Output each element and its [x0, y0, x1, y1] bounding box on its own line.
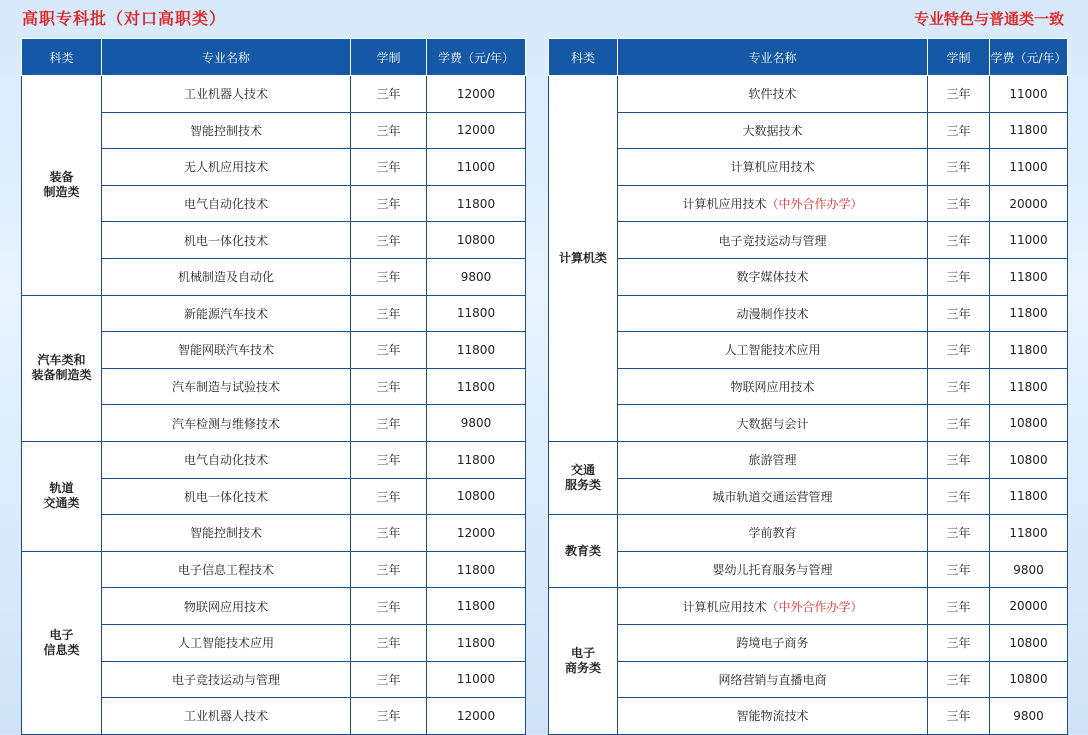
fee-cell: 12000: [427, 112, 526, 149]
major-name: 人工智能技术应用: [177, 636, 274, 651]
duration-cell: 三年: [928, 698, 990, 735]
duration-cell: 三年: [928, 551, 990, 588]
duration-cell: 三年: [351, 76, 427, 113]
category-label: 交通: [570, 463, 595, 478]
major-cell: [618, 76, 928, 113]
major-name: 计算机应用技术: [730, 160, 815, 175]
category-cell: [549, 515, 618, 588]
major-cell: [102, 588, 351, 625]
major-name: 物联网应用技术: [730, 380, 815, 395]
duration-cell: 三年: [928, 149, 990, 186]
category-label: 电子: [49, 627, 74, 642]
table-row: [549, 112, 1068, 149]
major-name: 机电一体化技术: [183, 233, 268, 248]
duration-cell: 三年: [351, 368, 427, 405]
category-label: 汽车类和: [37, 353, 86, 368]
page-subtitle: 专业特色与普通类一致: [913, 10, 1064, 28]
fee-cell: 10800: [990, 661, 1068, 698]
fee-cell: 9800: [427, 258, 526, 295]
fee-cell: 20000: [990, 185, 1068, 222]
duration-cell: 三年: [928, 515, 990, 552]
category-label: 轨道: [49, 481, 74, 496]
category-cell: [549, 588, 618, 734]
major-cell: [102, 624, 351, 661]
category-label: 装备制造类: [31, 368, 92, 383]
fee-cell: 11800: [990, 295, 1068, 332]
duration-cell: 三年: [351, 112, 427, 149]
major-name: 工业机器人技术: [183, 87, 268, 102]
major-name: 跨境电子商务: [736, 636, 809, 651]
table-row: [22, 551, 526, 588]
duration-cell: 三年: [351, 222, 427, 259]
major-cell: [618, 368, 928, 405]
fee-cell: 11000: [427, 661, 526, 698]
major-cell: [618, 624, 928, 661]
major-cell: [102, 478, 351, 515]
fee-cell: 11800: [427, 185, 526, 222]
duration-cell: 三年: [928, 368, 990, 405]
major-cell: [618, 149, 928, 186]
major-cell: [102, 441, 351, 478]
duration-cell: 三年: [351, 149, 427, 186]
major-name: 智能控制技术: [189, 123, 262, 138]
major-cell: [618, 441, 928, 478]
category-cell: [22, 441, 102, 551]
duration-cell: 三年: [928, 332, 990, 369]
category-cell: [22, 76, 102, 296]
major-name: 人工智能技术应用: [724, 343, 821, 358]
major-cell: [102, 332, 351, 369]
duration-cell: 三年: [928, 258, 990, 295]
major-cell: [618, 222, 928, 259]
column-header-major: 专业名称: [618, 39, 928, 76]
program-note: （中外合作办学）: [766, 599, 863, 614]
major-cell: [618, 332, 928, 369]
duration-cell: 三年: [351, 478, 427, 515]
major-name: 软件技术: [748, 87, 797, 102]
fee-cell: 10800: [990, 441, 1068, 478]
duration-cell: 三年: [928, 441, 990, 478]
table-row: [549, 258, 1068, 295]
fee-cell: 9800: [990, 551, 1068, 588]
major-cell: [618, 698, 928, 735]
fee-cell: 11800: [427, 368, 526, 405]
fee-cell: 12000: [427, 76, 526, 113]
major-name: 婴幼儿托育服务与管理: [712, 563, 833, 578]
major-cell: [618, 258, 928, 295]
major-name: 工业机器人技术: [183, 709, 268, 724]
duration-cell: 三年: [928, 405, 990, 442]
major-cell: [618, 295, 928, 332]
table-row: [549, 149, 1068, 186]
major-cell: [102, 405, 351, 442]
duration-cell: 三年: [351, 624, 427, 661]
fee-cell: 11800: [427, 624, 526, 661]
table-row: [549, 478, 1068, 515]
major-cell: [618, 478, 928, 515]
major-cell: [618, 112, 928, 149]
duration-cell: 三年: [351, 185, 427, 222]
fee-cell: 11000: [990, 222, 1068, 259]
major-name: 无人机应用技术: [183, 160, 268, 175]
major-cell: [102, 149, 351, 186]
fee-cell: 11800: [427, 551, 526, 588]
category-label: 制造类: [43, 185, 80, 200]
major-name: 电气自动化技术: [183, 453, 268, 468]
duration-cell: 三年: [928, 478, 990, 515]
major-cell: [618, 661, 928, 698]
major-name: 电气自动化技术: [183, 197, 268, 212]
major-name: 汽车制造与试验技术: [171, 380, 280, 395]
table-row: [549, 222, 1068, 259]
major-cell: [102, 185, 351, 222]
major-name: 机电一体化技术: [183, 489, 268, 504]
table-row: [549, 405, 1068, 442]
duration-cell: 三年: [351, 588, 427, 625]
column-header-major: 专业名称: [102, 39, 351, 76]
fee-cell: 10800: [990, 624, 1068, 661]
table-row: [549, 588, 1068, 625]
table-row: [549, 368, 1068, 405]
fee-cell: 11800: [990, 112, 1068, 149]
major-name: 城市轨道交通运营管理: [712, 489, 833, 504]
major-name: 大数据与会计: [736, 416, 809, 431]
duration-cell: 三年: [351, 405, 427, 442]
table-header-row: [549, 39, 1068, 76]
major-name: 数字媒体技术: [736, 270, 809, 285]
major-cell: [102, 112, 351, 149]
duration-cell: 三年: [351, 698, 427, 735]
duration-cell: 三年: [928, 76, 990, 113]
category-cell: [549, 441, 618, 514]
fee-cell: 11800: [427, 441, 526, 478]
category-label: 交通类: [43, 496, 80, 511]
major-name: 学前教育: [748, 526, 797, 541]
left-fee-table: [21, 38, 526, 735]
category-cell: [22, 295, 102, 441]
fee-cell: 11000: [990, 76, 1068, 113]
table-row: [549, 551, 1068, 588]
major-cell: [102, 258, 351, 295]
major-name: 电子竞技运动与管理: [171, 672, 280, 687]
table-row: [22, 76, 526, 113]
category-label: 商务类: [564, 661, 601, 675]
major-cell: [102, 515, 351, 552]
major-name: 物联网应用技术: [183, 599, 268, 614]
page-title: 高职专科批（对口高职类）: [22, 9, 227, 28]
major-cell: [102, 76, 351, 113]
major-name: 网络营销与直播电商: [718, 672, 827, 687]
major-name: 智能物流技术: [736, 709, 809, 724]
major-cell: [102, 698, 351, 735]
column-header-fee: 学费（元/年）: [427, 39, 526, 76]
fee-cell: 11800: [990, 258, 1068, 295]
category-label: 服务类: [564, 478, 601, 493]
table-row: [549, 185, 1068, 222]
major-name: 动漫制作技术: [736, 306, 809, 321]
duration-cell: 三年: [928, 588, 990, 625]
fee-cell: 11800: [427, 295, 526, 332]
fee-cell: 11000: [990, 149, 1068, 186]
duration-cell: 三年: [351, 332, 427, 369]
duration-cell: 三年: [928, 112, 990, 149]
fee-cell: 11800: [990, 332, 1068, 369]
major-name: 计算机应用技术: [682, 599, 767, 614]
program-note: （中外合作办学）: [766, 197, 863, 212]
major-name: 新能源汽车技术: [183, 306, 268, 321]
table-row: [549, 295, 1068, 332]
table-header-row: [22, 39, 526, 76]
fee-cell: 10800: [427, 222, 526, 259]
major-cell: [618, 405, 928, 442]
major-name: 计算机应用技术: [682, 197, 767, 212]
table-row: [549, 624, 1068, 661]
duration-cell: 三年: [928, 624, 990, 661]
table-row: [549, 441, 1068, 478]
category-label: 装备: [49, 170, 74, 185]
major-cell: [102, 661, 351, 698]
major-name: 电子信息工程技术: [177, 563, 274, 578]
column-header-duration: 学制: [928, 39, 990, 76]
major-cell: [618, 515, 928, 552]
category-label: 教育类: [564, 543, 601, 558]
table-row: [549, 76, 1068, 113]
major-name: 大数据技术: [742, 123, 803, 138]
category-label: 信息类: [43, 642, 80, 657]
major-name: 机械制造及自动化: [177, 270, 274, 285]
major-name: 智能网联汽车技术: [177, 343, 274, 358]
fee-cell: 10800: [990, 405, 1068, 442]
duration-cell: 三年: [351, 515, 427, 552]
right-fee-table: [548, 38, 1068, 735]
column-header-fee: 学费（元/年）: [990, 39, 1068, 76]
major-cell: [618, 185, 928, 222]
table-row: [549, 698, 1068, 735]
duration-cell: 三年: [928, 661, 990, 698]
table-row: [22, 295, 526, 332]
major-cell: [618, 551, 928, 588]
column-header-category: 科类: [22, 39, 102, 76]
fee-cell: 9800: [427, 405, 526, 442]
major-name: 汽车检测与维修技术: [171, 416, 280, 431]
fee-cell: 12000: [427, 515, 526, 552]
duration-cell: 三年: [351, 295, 427, 332]
fee-cell: 20000: [990, 588, 1068, 625]
fee-cell: 9800: [990, 698, 1068, 735]
major-cell: [102, 295, 351, 332]
major-cell: [102, 368, 351, 405]
major-cell: [102, 551, 351, 588]
fee-cell: 11800: [990, 515, 1068, 552]
column-header-category: 科类: [549, 39, 618, 76]
fee-cell: 11800: [427, 332, 526, 369]
table-row: [549, 661, 1068, 698]
fee-cell: 11800: [990, 478, 1068, 515]
table-row: [549, 515, 1068, 552]
fee-cell: 10800: [427, 478, 526, 515]
duration-cell: 三年: [928, 185, 990, 222]
duration-cell: 三年: [928, 222, 990, 259]
table-row: [22, 441, 526, 478]
duration-cell: 三年: [351, 258, 427, 295]
category-cell: [549, 76, 618, 442]
fee-cell: 11800: [427, 588, 526, 625]
category-label: 计算机类: [558, 250, 607, 265]
table-row: [549, 332, 1068, 369]
major-cell: [618, 588, 928, 625]
column-header-duration: 学制: [351, 39, 427, 76]
major-name: 智能控制技术: [189, 526, 262, 541]
category-label: 电子: [570, 646, 595, 660]
fee-cell: 11800: [990, 368, 1068, 405]
fee-cell: 12000: [427, 698, 526, 735]
duration-cell: 三年: [928, 295, 990, 332]
fee-cell: 11000: [427, 149, 526, 186]
duration-cell: 三年: [351, 551, 427, 588]
category-cell: [22, 551, 102, 734]
major-name: 电子竞技运动与管理: [718, 233, 827, 248]
duration-cell: 三年: [351, 661, 427, 698]
major-name: 旅游管理: [748, 453, 797, 468]
major-cell: [102, 222, 351, 259]
duration-cell: 三年: [351, 441, 427, 478]
